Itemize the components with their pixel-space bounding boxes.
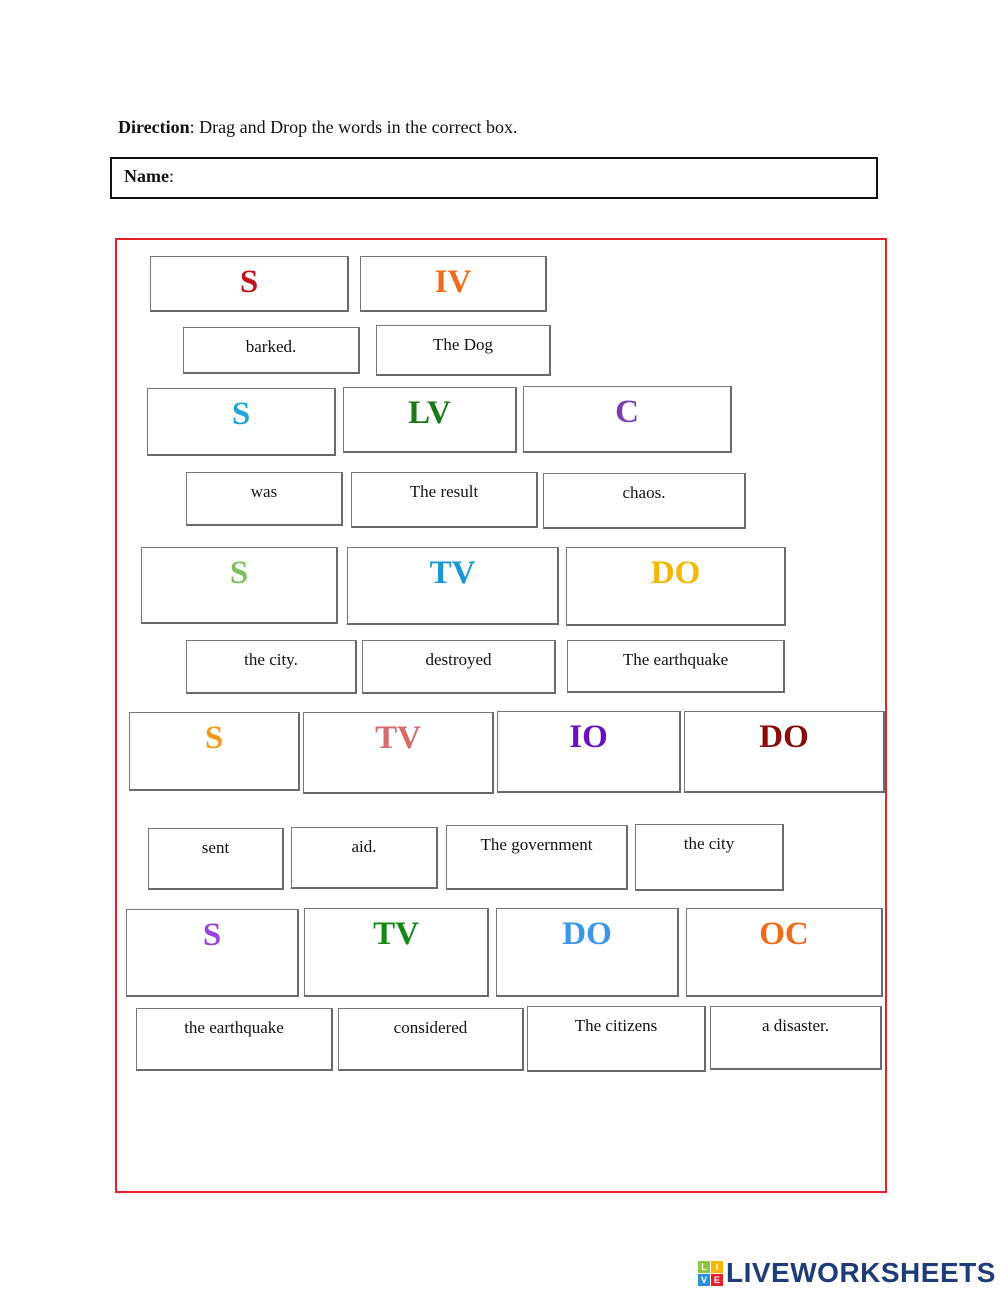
draggable-word[interactable]: was (186, 472, 343, 526)
drop-target-oc[interactable]: OC (686, 908, 883, 997)
draggable-word[interactable]: The citizens (527, 1006, 706, 1072)
logo-tile: V (698, 1274, 710, 1286)
logo-tile: E (711, 1274, 723, 1286)
name-colon: : (168, 166, 174, 186)
draggable-word[interactable]: destroyed (362, 640, 556, 694)
logo-tile: I (711, 1261, 723, 1273)
liveworksheets-logo (698, 1257, 996, 1289)
draggable-word[interactable]: sent (148, 828, 284, 890)
drop-target-s[interactable]: S (129, 712, 300, 791)
draggable-word[interactable]: a disaster. (710, 1006, 882, 1070)
drop-target-s[interactable]: S (150, 256, 349, 312)
draggable-word[interactable]: the city (635, 824, 784, 891)
direction-text (118, 117, 518, 138)
drop-target-do[interactable]: DO (684, 711, 885, 793)
draggable-word[interactable]: The result (351, 472, 538, 528)
logo-text: LIVEWORKSHEETS (726, 1257, 996, 1288)
drop-target-tv[interactable]: TV (304, 908, 489, 997)
draggable-word[interactable]: chaos. (543, 473, 746, 529)
draggable-word[interactable]: The Dog (376, 325, 551, 376)
drop-target-s[interactable]: S (141, 547, 338, 624)
drop-target-tv[interactable]: TV (303, 712, 494, 794)
name-field[interactable] (110, 157, 878, 199)
drop-target-io[interactable]: IO (497, 711, 681, 793)
drop-target-do[interactable]: DO (566, 547, 786, 626)
draggable-word[interactable]: barked. (183, 327, 360, 374)
drop-target-c[interactable]: C (523, 386, 732, 453)
draggable-word[interactable]: The government (446, 825, 628, 890)
direction-instruction: : Drag and Drop the words in the correct box. (189, 117, 518, 137)
direction-label: Direction (118, 117, 190, 137)
drop-target-lv[interactable]: LV (343, 387, 517, 453)
name-label-text: Name (124, 166, 169, 186)
draggable-word[interactable]: the earthquake (136, 1008, 333, 1071)
name-label (124, 166, 174, 187)
drop-target-tv[interactable]: TV (347, 547, 559, 625)
draggable-word[interactable]: the city. (186, 640, 357, 694)
drop-target-iv[interactable]: IV (360, 256, 547, 312)
draggable-word[interactable]: aid. (291, 827, 438, 889)
logo-tile: L (698, 1261, 710, 1273)
live-tiles-icon (698, 1261, 723, 1286)
drop-target-do[interactable]: DO (496, 908, 679, 997)
draggable-word[interactable]: considered (338, 1008, 524, 1071)
drop-target-s[interactable]: S (147, 388, 336, 456)
drop-target-s[interactable]: S (126, 909, 299, 997)
draggable-word[interactable]: The earthquake (567, 640, 785, 693)
